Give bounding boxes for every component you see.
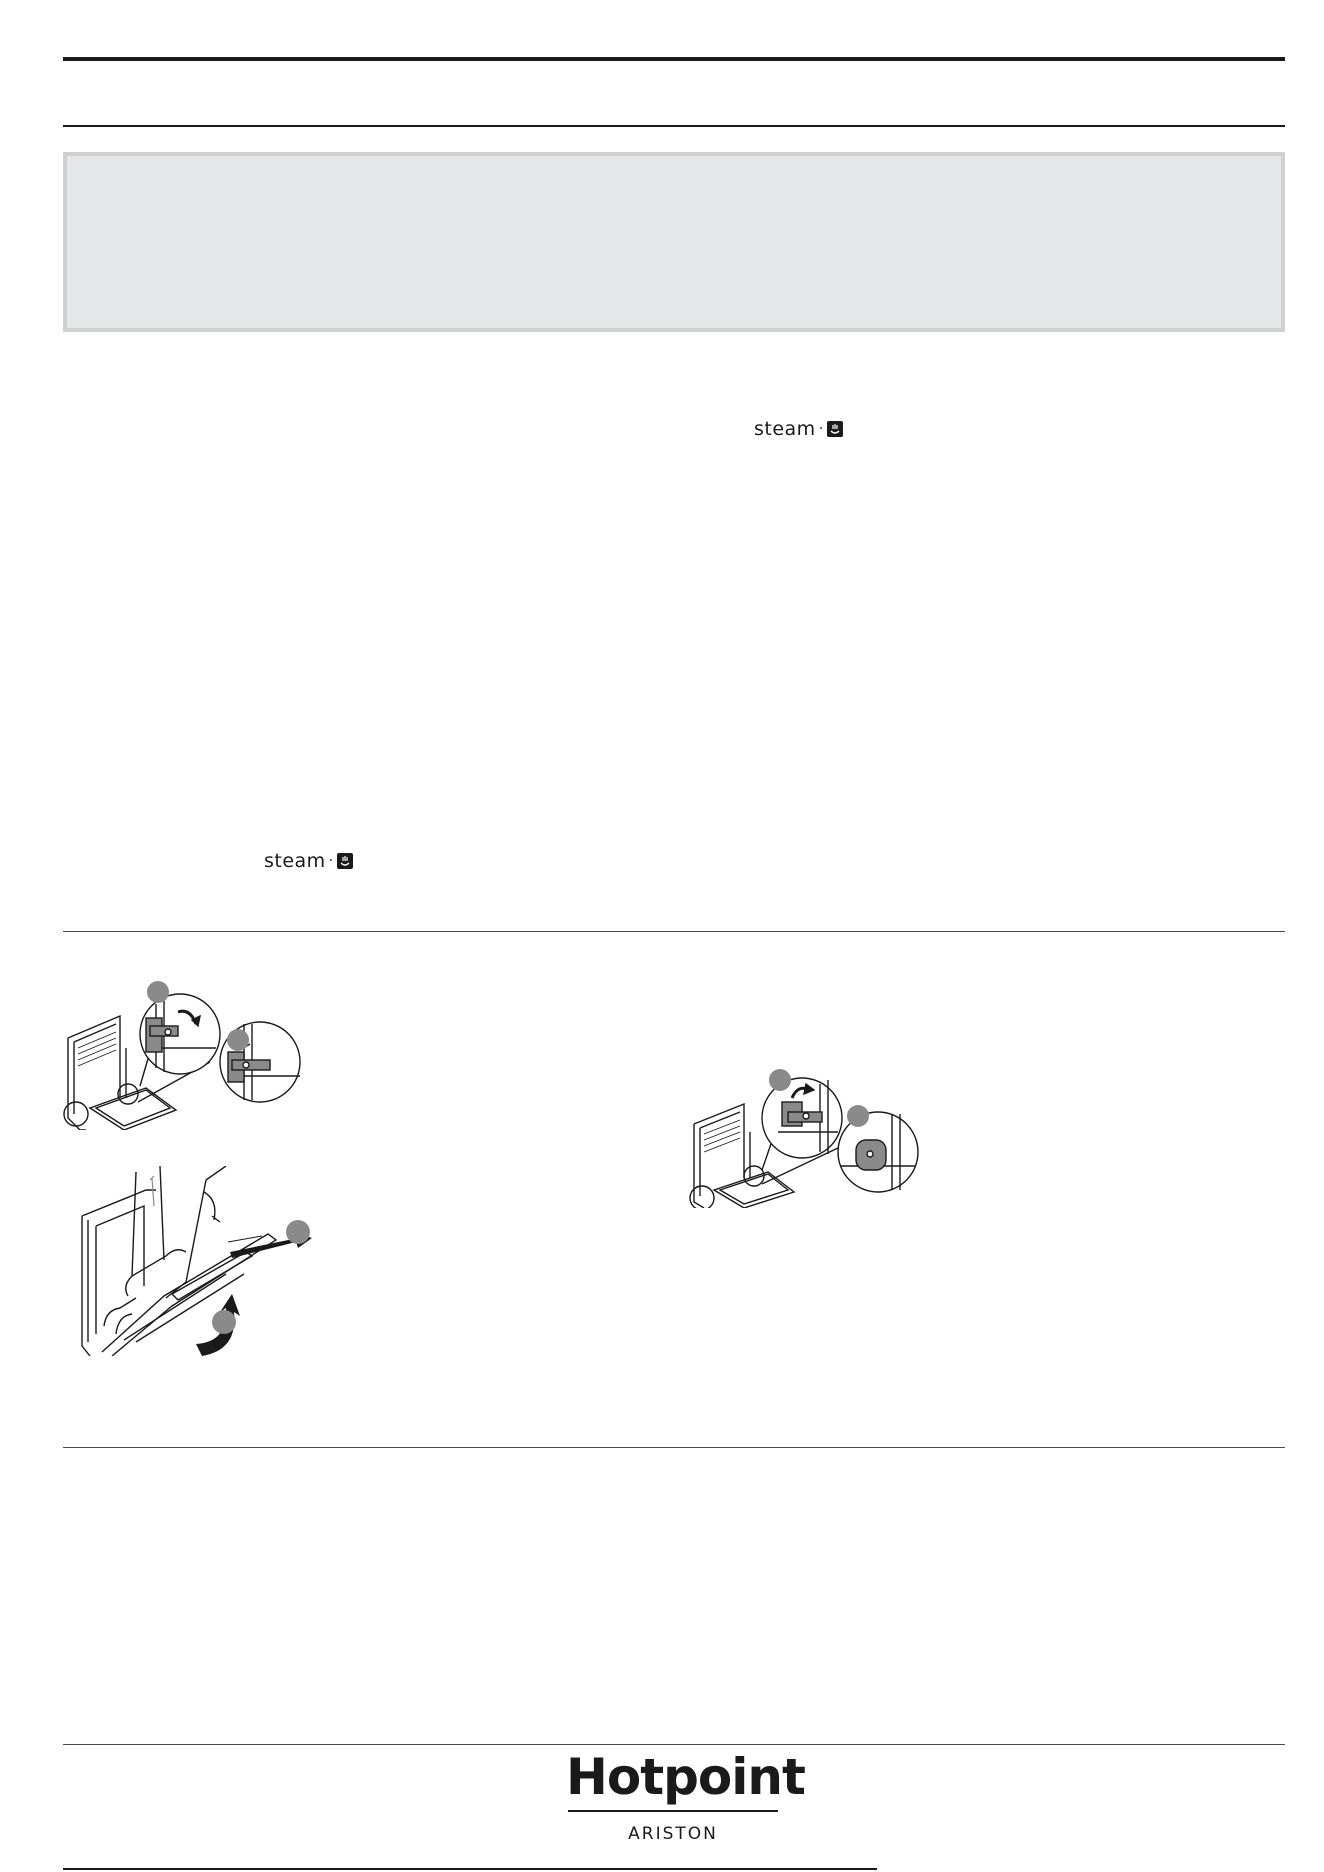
- footer-rule: [63, 1744, 1285, 1745]
- steam-logo-text: steam: [264, 850, 326, 872]
- brand-sub-name: ARISTON: [628, 1824, 718, 1844]
- section-rule: [63, 931, 1285, 932]
- steam-logo-text: steam: [754, 418, 816, 440]
- door-remove-illustration: [76, 1166, 338, 1356]
- brand-name: Hotpoint: [566, 1748, 805, 1806]
- hinge-open-illustration: [60, 978, 326, 1130]
- steam-logo: [264, 850, 353, 872]
- steam-icon: [827, 421, 843, 437]
- top-rule: [63, 57, 1285, 61]
- brand-underline: [568, 1810, 778, 1812]
- hinge-close-illustration: [688, 1058, 950, 1208]
- brand-logo: [566, 1748, 805, 1844]
- bottom-rule: [63, 1868, 877, 1870]
- notice-box: [63, 152, 1285, 332]
- steam-logo: [754, 418, 843, 440]
- steam-logo-dot: ·: [328, 853, 334, 869]
- section-rule: [63, 1447, 1285, 1448]
- steam-icon: [337, 853, 353, 869]
- steam-logo-dot: ·: [818, 421, 824, 437]
- header-rule: [63, 125, 1285, 127]
